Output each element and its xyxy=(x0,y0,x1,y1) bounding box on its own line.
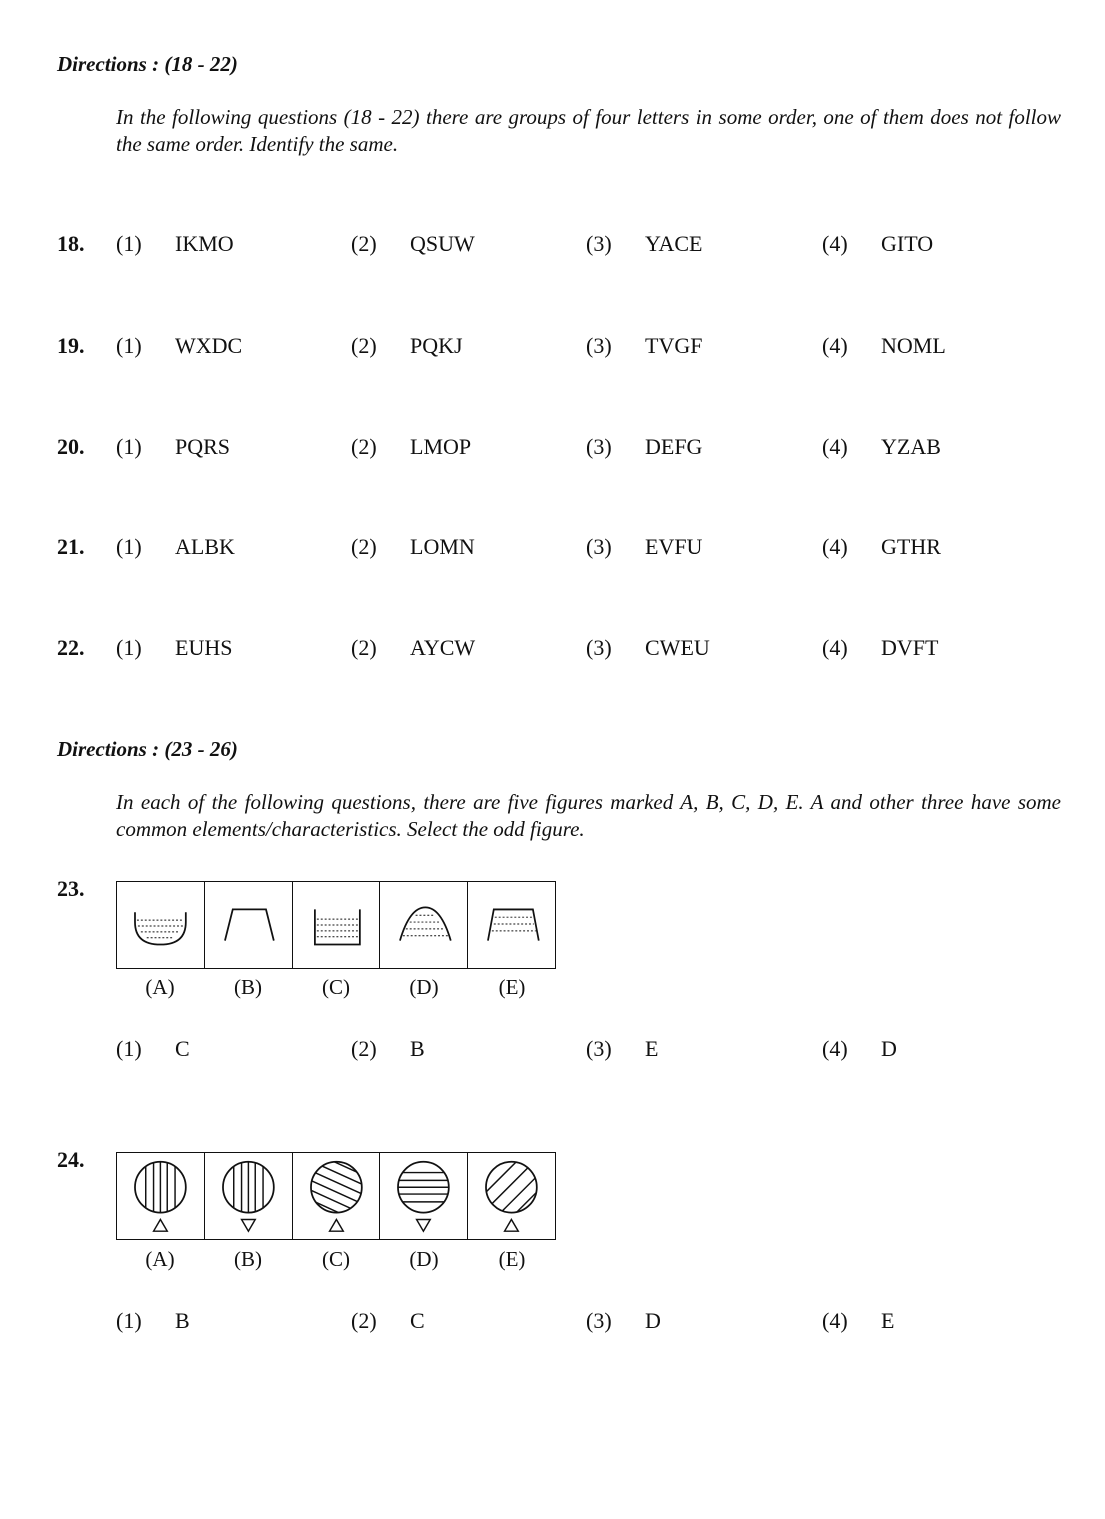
option-number: (3) xyxy=(586,231,612,256)
question-number: 21. xyxy=(57,534,85,559)
option-number: (2) xyxy=(351,1308,377,1333)
circle-diagonal-lines-triangle-up-figure xyxy=(293,1153,380,1239)
bowl-figure xyxy=(117,882,204,968)
figure-24-e xyxy=(468,1153,555,1239)
question-18 xyxy=(0,231,1105,261)
question-number: 22. xyxy=(57,635,85,660)
option-number: (2) xyxy=(351,534,377,559)
option-value: NOML xyxy=(881,333,946,358)
option-number: (4) xyxy=(822,434,848,459)
option-value: EUHS xyxy=(175,635,233,660)
open-box-figure xyxy=(293,882,380,968)
option-number: (1) xyxy=(116,333,142,358)
option-value: LOMN xyxy=(410,534,475,559)
figure-24-a xyxy=(117,1153,205,1239)
option-number: (4) xyxy=(822,231,848,256)
option-number: (3) xyxy=(586,1308,612,1333)
option-number: (3) xyxy=(586,635,612,660)
figure-23-d xyxy=(380,882,468,968)
option-value: DEFG xyxy=(645,434,703,459)
figure-label: (E) xyxy=(498,975,526,999)
question-19 xyxy=(0,333,1105,363)
directions-text-23-26: In each of the following questions, there are five figures marked A, B, C, D, E. A and other three have some common elements/characteristics. Select the odd figure. xyxy=(116,790,1061,841)
figure-label: (A) xyxy=(145,975,175,999)
trapezoid-lined-figure xyxy=(468,882,555,968)
option-number: (1) xyxy=(116,231,142,256)
option-number: (2) xyxy=(351,434,377,459)
option-value: B xyxy=(175,1308,190,1333)
option-number: (4) xyxy=(822,534,848,559)
option-number: (4) xyxy=(822,1036,848,1061)
circle-vertical-lines-triangle-up-figure xyxy=(117,1153,204,1239)
figure-23-c xyxy=(293,882,381,968)
option-number: (3) xyxy=(586,434,612,459)
option-number: (2) xyxy=(351,1036,377,1061)
figure-23-b xyxy=(205,882,293,968)
option-value: DVFT xyxy=(881,635,939,660)
figure-strip-24 xyxy=(116,1152,556,1240)
question-20 xyxy=(0,434,1105,464)
question-21 xyxy=(0,534,1105,564)
option-value: YACE xyxy=(645,231,703,256)
option-value: WXDC xyxy=(175,333,243,358)
option-value: PQRS xyxy=(175,434,231,459)
question-number: 24. xyxy=(57,1147,85,1172)
figure-label: (B) xyxy=(234,1247,262,1271)
option-number: (2) xyxy=(351,231,377,256)
figure-label: (D) xyxy=(409,975,439,999)
figure-23-e xyxy=(468,882,555,968)
option-number: (4) xyxy=(822,1308,848,1333)
circle-diagonal-lines-triangle-up-figure xyxy=(468,1153,555,1239)
figure-24-c xyxy=(293,1153,381,1239)
option-value: EVFU xyxy=(645,534,703,559)
figure-label: (D) xyxy=(409,1247,439,1271)
figure-24-b xyxy=(205,1153,293,1239)
option-value: GTHR xyxy=(881,534,941,559)
option-value: QSUW xyxy=(410,231,475,256)
option-value: CWEU xyxy=(645,635,710,660)
question-22 xyxy=(0,635,1105,665)
figure-label: (B) xyxy=(234,975,262,999)
option-value: E xyxy=(645,1036,659,1061)
directions-heading-23-26: Directions : (23 - 26) xyxy=(57,737,238,761)
question-24-options xyxy=(0,1308,1105,1338)
option-value: PQKJ xyxy=(410,333,463,358)
option-value: D xyxy=(881,1036,897,1061)
option-value: TVGF xyxy=(645,333,703,358)
option-number: (3) xyxy=(586,534,612,559)
figure-labels-23 xyxy=(116,975,556,1000)
trapezoid-figure xyxy=(205,882,292,968)
question-23-options xyxy=(0,1036,1105,1066)
option-number: (1) xyxy=(116,534,142,559)
question-number: 18. xyxy=(57,231,85,256)
circle-horizontal-lines-triangle-down-figure xyxy=(380,1153,467,1239)
option-value: D xyxy=(645,1308,661,1333)
figure-24-d xyxy=(380,1153,468,1239)
option-value: YZAB xyxy=(881,434,941,459)
question-number: 23. xyxy=(57,876,85,901)
option-value: B xyxy=(410,1036,425,1061)
option-number: (1) xyxy=(116,635,142,660)
directions-heading-18-22: Directions : (18 - 22) xyxy=(57,52,238,76)
directions-text-18-22: In the following questions (18 - 22) there are groups of four letters in some order, one of them does not follow the same order. Identify the same. xyxy=(116,105,1061,156)
option-number: (2) xyxy=(351,333,377,358)
option-value: C xyxy=(410,1308,425,1333)
figure-label: (C) xyxy=(322,975,350,999)
option-number: (4) xyxy=(822,635,848,660)
question-number: 19. xyxy=(57,333,85,358)
option-number: (3) xyxy=(586,333,612,358)
option-value: AYCW xyxy=(410,635,476,660)
option-number: (2) xyxy=(351,635,377,660)
figure-label: (C) xyxy=(322,1247,350,1271)
option-value: C xyxy=(175,1036,190,1061)
option-number: (3) xyxy=(586,1036,612,1061)
arch-figure xyxy=(380,882,467,968)
option-number: (4) xyxy=(822,333,848,358)
option-value: ALBK xyxy=(175,534,235,559)
question-number: 20. xyxy=(57,434,85,459)
option-value: GITO xyxy=(881,231,934,256)
option-value: E xyxy=(881,1308,895,1333)
figure-label: (A) xyxy=(145,1247,175,1271)
option-value: LMOP xyxy=(410,434,472,459)
figure-23-a xyxy=(117,882,205,968)
figure-labels-24 xyxy=(116,1247,556,1272)
figure-strip-23 xyxy=(116,881,556,969)
option-number: (1) xyxy=(116,1036,142,1061)
option-number: (1) xyxy=(116,1308,142,1333)
option-value: IKMO xyxy=(175,231,234,256)
option-number: (1) xyxy=(116,434,142,459)
figure-label: (E) xyxy=(498,1247,526,1271)
circle-vertical-lines-triangle-down-figure xyxy=(205,1153,292,1239)
